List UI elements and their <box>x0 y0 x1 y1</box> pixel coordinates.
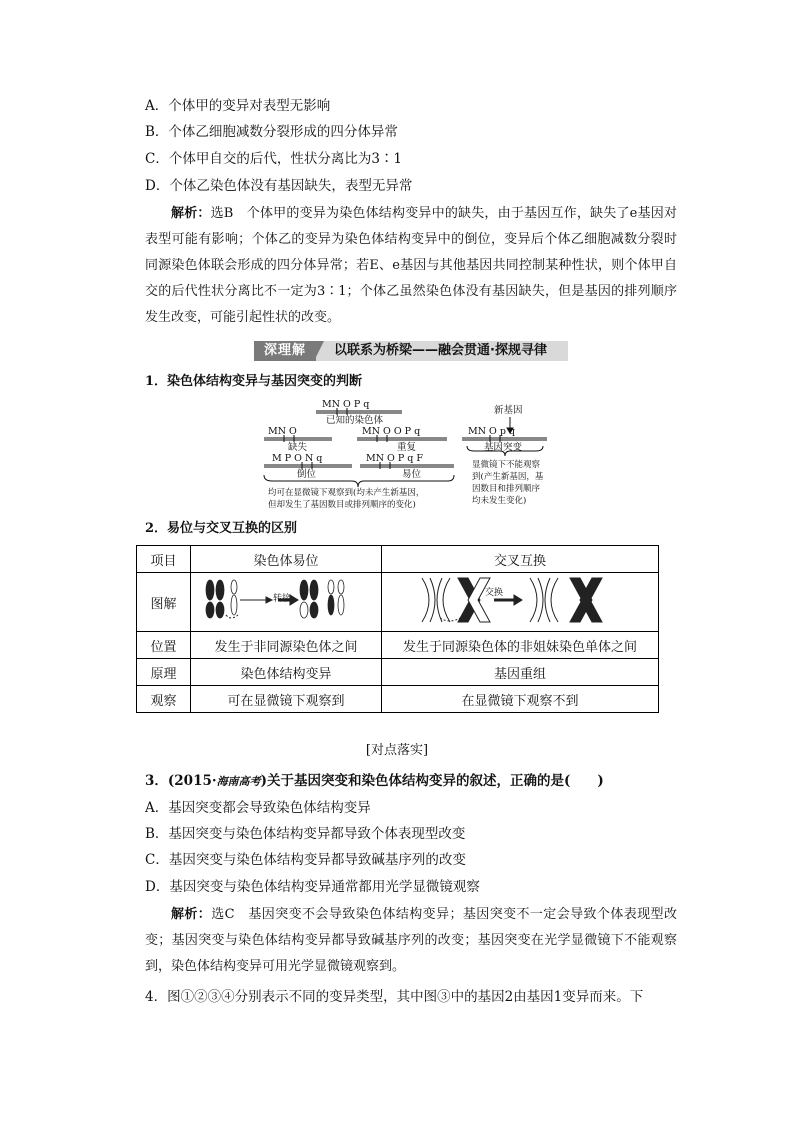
practice-title: [对点落实] <box>365 743 429 758</box>
q4-stem: 4．图①②③④分别表示不同的变异类型，其中图③中的基因2由基因1变异而来。下 <box>145 989 644 1005</box>
translocation-figure <box>191 573 382 632</box>
deletion-label: 缺失 <box>288 442 308 453</box>
banner-slash <box>314 341 324 361</box>
mutation-genes: MN O p q <box>468 426 516 437</box>
known-genes: MN O P q <box>322 399 370 410</box>
translocation-label: 易位 <box>402 469 422 480</box>
table-header-row <box>137 546 659 573</box>
translocation-genes: MN O P q F <box>366 453 423 464</box>
table-cell: 基因重组 <box>382 659 659 686</box>
analysis-paragraph <box>145 201 677 331</box>
duplication-genes: MN O O P q <box>362 426 421 437</box>
table-row <box>137 686 659 713</box>
translocation-arrow-label: 转接 <box>273 594 292 604</box>
crossover-chromosome-image <box>410 574 630 626</box>
analysis-text: 个体甲的变异为染色体结构变异中的缺失，由于基因互作，缺失了e基因对表型可能有影响；个体乙的变异为染色体结构变异中的倒位，变异后个体乙细胞减数分裂时同源染色体联会形成的四分体异常；若E、e基因与其他基因共同控制某种性状，则个体甲自交的后代性状分离比不一定为3∶1；个体乙虽然染色体没有基因缺失，但是基因的排列顺序发生改变，可能引起性状的改变。 <box>145 206 677 325</box>
table-cell: 发生于同源染色体的非姐妹染色单体之间 <box>382 632 659 659</box>
table-row <box>137 632 659 659</box>
table-cell: 原理 <box>137 659 191 686</box>
q3-option-c: C．基因突变与染色体结构变异都导致碱基序列的改变 <box>145 852 466 868</box>
left-note-1: 均可在显微镜下观察到(均未产生新基因， <box>268 488 425 498</box>
right-note-1: 显微镜下不能观察 <box>472 460 541 470</box>
table-cell: 观察 <box>137 686 191 713</box>
new-gene-label: 新基因 <box>494 405 523 416</box>
table-header-cell: 项目 <box>137 546 191 573</box>
table-cell: 图解 <box>137 573 191 632</box>
inversion-label: 倒位 <box>297 469 317 480</box>
duplication-label: 重复 <box>397 442 417 453</box>
q3-analysis-text: 基因突变不会导致染色体结构变异；基因突变不一定会导致个体表现型改变；基因突变与染色体结构变异都导致碱基序列的改变；基因突变在光学显微镜下不能观察到，染色体结构变异可用光学显微镜观察到。 <box>145 907 677 974</box>
section1-title: 1．染色体结构变异与基因突变的判断 <box>145 374 363 389</box>
option-a: A．个体甲的变异对表型无影响 <box>145 98 331 114</box>
q3-option-b: B．基因突变与染色体结构变异都导致个体表现型改变 <box>145 826 466 842</box>
option-b: B．个体乙细胞减数分裂形成的四分体异常 <box>145 124 398 140</box>
q3-source: 海南高考 <box>216 775 261 788</box>
table-cell: 染色体结构变异 <box>191 659 382 686</box>
table-cell: 位置 <box>137 632 191 659</box>
crossover-arrow-label: 交换 <box>485 588 504 598</box>
right-note-3: 因数目和排列顺序 <box>472 484 541 494</box>
q3-option-a: A．基因突变都会导致染色体结构变异 <box>145 800 371 816</box>
right-note-4: 均未发生变化) <box>472 496 527 506</box>
banner-tag: 深理解 <box>254 341 316 361</box>
right-note-2: 到(产生新基因，基 <box>472 472 544 482</box>
table-cell: 可在显微镜下观察到 <box>191 686 382 713</box>
table-row <box>137 659 659 686</box>
q3-stem-prefix: 3．(2015· <box>145 773 217 789</box>
table-row <box>137 573 659 632</box>
analysis-choice: 选B <box>210 206 234 221</box>
table-cell: 发生于非同源染色体之间 <box>191 632 382 659</box>
chromosome-variation-diagram <box>262 397 562 515</box>
banner-text: 以联系为桥梁——融会贯通·探规寻律 <box>334 343 547 358</box>
known-label: 已知的染色体 <box>326 415 384 426</box>
q3-analysis-paragraph <box>145 902 677 980</box>
q3-stem-suffix: )关于基因突变和染色体结构变异的叙述，正确的是( ) <box>260 773 604 789</box>
deletion-genes: MN O <box>268 426 297 437</box>
inversion-genes: M P O N q <box>272 453 323 464</box>
q3-stem <box>145 768 680 795</box>
section-banner <box>254 341 568 361</box>
crossover-figure <box>382 573 659 632</box>
left-note-2: 但却发生了基因数目或排列顺序的变化) <box>268 500 416 510</box>
table-cell: 在显微镜下观察不到 <box>382 686 659 713</box>
q3-analysis-label: 解析： <box>171 907 212 922</box>
table-header-cell: 交叉互换 <box>382 546 659 573</box>
option-c: C．个体甲自交的后代，性状分离比为3∶1 <box>145 151 403 167</box>
comparison-table <box>136 545 659 713</box>
table-header-cell: 染色体易位 <box>191 546 382 573</box>
mutation-label: 基因突变 <box>484 442 523 453</box>
q3-analysis-choice: 选C <box>211 907 235 922</box>
q3-option-d: D．基因突变与染色体结构变异通常都用光学显微镜观察 <box>145 879 480 895</box>
option-d: D．个体乙染色体没有基因缺失，表型无异常 <box>145 178 413 194</box>
analysis-label: 解析： <box>171 206 211 221</box>
section2-title: 2．易位与交叉互换的区别 <box>145 521 298 536</box>
